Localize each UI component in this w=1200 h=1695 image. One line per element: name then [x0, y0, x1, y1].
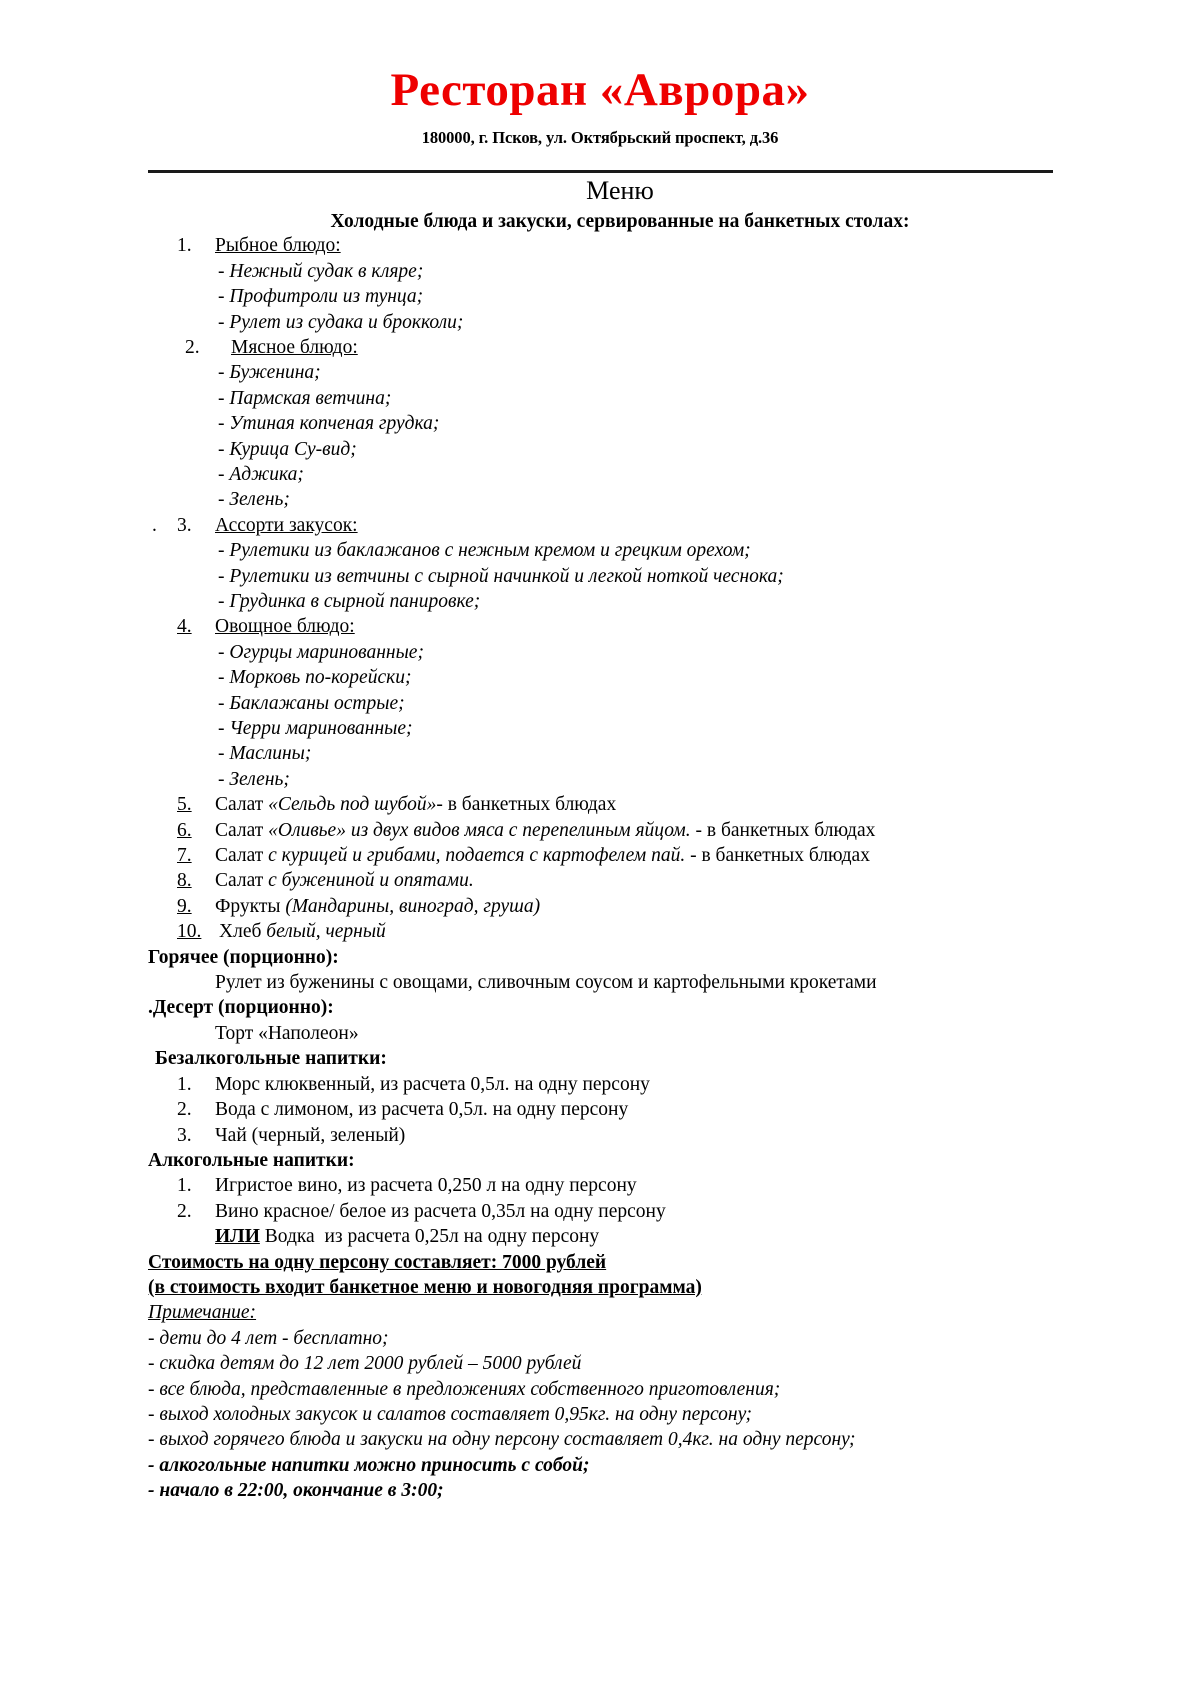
list-item	[0, 894, 1200, 919]
list-item: - Профитроли из тунца;	[218, 286, 424, 308]
group-title: Ассорти закусок:	[215, 514, 358, 536]
item-text-plain: Салат	[215, 870, 269, 892]
item-text-italic: «Сельдь под шубой»	[268, 794, 437, 816]
item-number: 1.	[177, 1175, 192, 1197]
group-title-row	[0, 233, 1200, 258]
item-text-tail: - в банкетных блюдах	[436, 794, 617, 816]
list-item: - Пармская ветчина;	[218, 387, 392, 409]
item-text-plain: Салат	[215, 845, 269, 867]
item-text-tail: - в банкетных блюдах	[690, 819, 876, 841]
list-item	[0, 919, 1200, 944]
list-item: - Грудинка в сырной панировке;	[218, 590, 481, 612]
item-number: 3.	[177, 1124, 192, 1146]
item-text: Морс клюквенный, из расчета 0,5л. на одну персону	[215, 1073, 650, 1095]
item-text-plain: Фрукты	[215, 895, 286, 917]
hot-dish-line: Рулет из буженины с овощами, сливочным соусом и картофельными крокетами	[215, 972, 877, 994]
list-item	[0, 1123, 1200, 1148]
item-text: Чай (черный, зеленый)	[215, 1124, 406, 1146]
alcohol-section	[0, 1148, 1200, 1250]
list-item: - Рулетики из баклажанов с нежным кремом и грецким орехом;	[218, 540, 751, 562]
list-item: - Рулетики из ветчины с сырной начинкой и легкой ноткой чеснока;	[218, 565, 784, 587]
group-title-row	[0, 614, 1200, 639]
notes-section	[0, 1300, 1200, 1503]
stray-dot-mark: .	[152, 514, 157, 536]
item-text-italic: с бужениной и опятами.	[268, 870, 474, 892]
menu-content	[0, 176, 1200, 1504]
numbered-group-meat	[0, 335, 1200, 513]
item-number: 9.	[177, 895, 192, 917]
alcohol-heading: Алкогольные напитки:	[148, 1149, 355, 1171]
list-item	[0, 792, 1200, 817]
item-text-italic: (Мандарины, виноград, груша)	[285, 895, 541, 917]
item-text-plain: Хлеб	[219, 921, 267, 943]
price-section	[0, 1250, 1200, 1301]
notes-heading: Примечание:	[148, 1302, 257, 1324]
group-number: 1.	[177, 235, 192, 257]
list-item: - Курица Су-вид;	[218, 438, 357, 460]
item-text: Игристое вино, из расчета 0,250 л на одну персону	[215, 1175, 637, 1197]
group-number: 4.	[177, 616, 192, 638]
list-item: - Маслины;	[218, 743, 312, 765]
dessert-line: Торт «Наполеон»	[215, 1022, 359, 1044]
item-number: 10.	[177, 921, 202, 943]
group-number: 2.	[185, 336, 200, 358]
item-number: 7.	[177, 845, 192, 867]
price-line: Стоимость на одну персону составляет: 7000 рублей	[148, 1251, 607, 1273]
header-divider-rule	[148, 170, 1053, 173]
list-item: - Баклажаны острые;	[218, 692, 405, 714]
note-item: - дети до 4 лет - бесплатно;	[148, 1327, 389, 1349]
item-text: Вино красное/ белое из расчета 0,35л на одну персону	[215, 1200, 666, 1222]
list-item: - Рулет из судака и брокколи;	[218, 311, 464, 333]
list-item: - Зелень;	[218, 768, 290, 790]
list-item	[0, 1072, 1200, 1097]
restaurant-title: Ресторан «Аврора»	[390, 64, 810, 116]
item-text-plain: Салат	[215, 794, 269, 816]
item-number: 8.	[177, 870, 192, 892]
item-number: 5.	[177, 794, 192, 816]
list-item: - Буженина;	[218, 362, 321, 384]
item-number: 2.	[177, 1099, 192, 1121]
menu-heading: Меню	[586, 176, 654, 205]
item-text-tail: - в банкетных блюдах	[685, 845, 870, 867]
note-item: - алкогольные напитки можно приносить с собой;	[148, 1454, 590, 1476]
list-item	[0, 1097, 1200, 1122]
or-text: Водка из расчета 0,25л на одну персону	[259, 1226, 600, 1248]
alcohol-or-line	[0, 1224, 1200, 1249]
item-text: Вода с лимоном, из расчета 0,5л. на одну персону	[215, 1099, 629, 1121]
hot-dish-section	[0, 945, 1200, 996]
dessert-heading: .Десерт (порционно):	[148, 997, 334, 1019]
item-number: 1.	[177, 1073, 192, 1095]
list-item: - Черри маринованные;	[218, 718, 413, 739]
group-title: Рыбное блюдо:	[215, 235, 341, 257]
note-item: - все блюда, представленные в предложениях собственного приготовления;	[148, 1378, 781, 1400]
document-header	[0, 0, 1200, 148]
list-item	[0, 868, 1200, 893]
numbered-group-fish	[0, 233, 1200, 335]
list-item	[0, 818, 1200, 843]
list-item: - Морковь по-корейски;	[218, 667, 412, 689]
list-item: - Зелень;	[218, 489, 290, 511]
item-text-plain: Салат	[215, 819, 269, 841]
group-title-row	[0, 335, 1200, 360]
price-includes-line: (в стоимость входит банкетное меню и новогодняя программа)	[148, 1276, 702, 1298]
restaurant-address: 180000, г. Псков, ул. Октябрьский проспект, д.36	[421, 128, 779, 148]
note-item: - выход холодных закусок и салатов составляет 0,95кг. на одну персону;	[148, 1403, 753, 1425]
item-text-italic: «Оливье» из двух видов мяса с перепелиным яйцом.	[268, 819, 691, 841]
numbered-group-vegetables	[0, 614, 1200, 792]
list-item: - Утиная копченая грудка;	[218, 413, 440, 435]
soft-drinks-section	[0, 1046, 1200, 1148]
dessert-section	[0, 995, 1200, 1046]
or-label: ИЛИ	[215, 1226, 260, 1248]
list-item	[0, 1173, 1200, 1198]
hot-dish-heading: Горячее (порционно):	[148, 946, 339, 968]
list-item: - Аджика;	[218, 463, 304, 485]
list-item	[0, 1199, 1200, 1224]
group-title: Овощное блюдо:	[215, 616, 355, 638]
item-text-italic: белый, черный	[266, 921, 386, 943]
note-item: - выход горячего блюда и закуски на одну персону составляет 0,4кг. на одну персону;	[148, 1429, 856, 1451]
list-item: - Нежный судак в кляре;	[218, 260, 424, 282]
group-title-row	[0, 513, 1200, 538]
soft-drinks-heading: Безалкогольные напитки:	[155, 1048, 387, 1070]
note-item: - скидка детям до 12 лет 2000 рублей – 5000 рублей	[148, 1353, 582, 1375]
item-text-italic: с курицей и грибами, подается с картофелем пай.	[268, 845, 686, 867]
item-number: 6.	[177, 819, 192, 841]
cold-dishes-section-heading: Холодные блюда и закуски, сервированные на банкетных столах:	[330, 210, 910, 232]
numbered-group-assorted	[0, 513, 1200, 615]
salad-list	[0, 792, 1200, 944]
list-item: - Огурцы маринованные;	[218, 641, 424, 663]
group-number: 3.	[177, 514, 192, 536]
group-title: Мясное блюдо:	[231, 336, 358, 358]
note-item: - начало в 22:00, окончание в 3:00;	[148, 1480, 444, 1502]
list-item	[0, 843, 1200, 868]
item-number: 2.	[177, 1200, 192, 1222]
